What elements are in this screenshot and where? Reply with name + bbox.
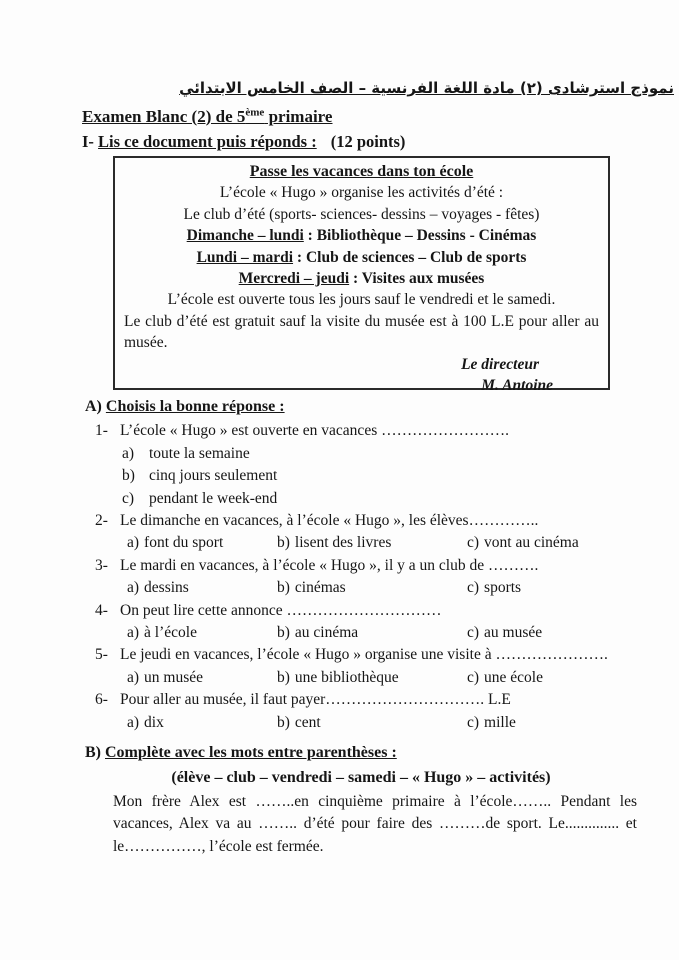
section-b [85, 742, 637, 858]
option-text: au cinéma [294, 624, 359, 642]
schedule-days: Lundi – mardi [196, 248, 294, 266]
question-options [127, 712, 645, 734]
section-a-heading-text: Choisis la bonne réponse : [105, 398, 285, 415]
question-number: 6- [95, 691, 108, 709]
option-text: pendant le week-end [149, 489, 278, 507]
option-text: cinq jours seulement [149, 467, 278, 485]
question-row [85, 644, 645, 689]
notice-box [113, 156, 610, 395]
option-text: toute la semaine [149, 444, 250, 462]
option-label: c) [467, 624, 480, 642]
part1-prefix: I- [82, 132, 99, 151]
question-list [85, 420, 645, 734]
exam-title-text: Examen Blanc (2) de 5 [82, 106, 246, 126]
part1-instruction: Lis ce document puis réponds : [98, 132, 317, 151]
option-label: c) [122, 489, 135, 507]
option-label: c) [467, 668, 480, 686]
option-label: a) [122, 444, 135, 462]
answer-option [277, 532, 467, 554]
question-number: 1- [95, 422, 108, 440]
option-label: a) [127, 624, 140, 642]
answer-option [467, 712, 645, 734]
question-options [127, 577, 645, 599]
question-options [122, 443, 645, 510]
option-text: cent [294, 713, 321, 731]
option-label: a) [127, 534, 140, 552]
section-b-heading [85, 742, 637, 764]
option-text: lisent des livres [294, 534, 392, 552]
option-text: mille [484, 713, 516, 731]
question-number: 5- [95, 646, 108, 664]
option-label: c) [467, 713, 480, 731]
notice-open-line: L’école est ouverte tous les jours sauf le vendredi et le samedi. [167, 291, 556, 309]
schedule-days: Mercredi – jeudi [238, 270, 350, 288]
option-label: b) [277, 668, 290, 686]
notice-intro-line-2: Le club d’été (sports- sciences- dessins – voyages - fêtes) [183, 205, 540, 223]
question-options [127, 532, 645, 554]
signature-name: M. Antoine [481, 377, 553, 395]
answer-option [277, 622, 467, 644]
answer-option [467, 577, 645, 599]
answer-option [467, 667, 645, 689]
question-text: Pour aller au musée, il faut payer…………………………. L.E [120, 691, 511, 709]
section-a-prefix: A) [85, 398, 106, 415]
part1-heading [82, 132, 405, 152]
answer-option [127, 532, 277, 554]
option-label: c) [467, 534, 480, 552]
schedule-line [124, 225, 599, 246]
exam-title-superscript: ème [245, 106, 265, 118]
question-options [127, 667, 645, 689]
notice-schedule [124, 225, 599, 289]
option-label: b) [277, 534, 290, 552]
question-text: L’école « Hugo » est ouverte en vacances ……………………. [120, 422, 509, 440]
schedule-line [124, 268, 599, 289]
question-text: Le jeudi en vacances, l’école « Hugo » organise une visite à …………………. [120, 646, 608, 664]
question-number: 4- [95, 601, 108, 619]
question-row [85, 420, 645, 510]
arabic-header-title: نموذج استرشادى (٢) مادة اللغة الفرنسية – الصف الخامس الابتدائي [179, 79, 674, 97]
exam-title [82, 106, 332, 127]
answer-option [127, 712, 277, 734]
question-number: 3- [95, 556, 108, 574]
schedule-activities: : Bibliothèque – Dessins - Cinémas [303, 227, 537, 245]
section-b-heading-text: Complète avec les mots entre parenthèses : [105, 744, 397, 761]
option-text: à l’école [144, 624, 197, 642]
section-a [85, 396, 645, 734]
question-text: On peut lire cette annonce ………………………… [120, 601, 442, 619]
option-text: dessins [144, 579, 189, 597]
answer-option [277, 577, 467, 599]
answer-option [467, 532, 645, 554]
option-label: a) [127, 713, 140, 731]
schedule-days: Dimanche – lundi [186, 227, 304, 245]
answer-option [127, 622, 277, 644]
signature-role: Le directeur [461, 355, 539, 373]
option-label: b) [277, 713, 290, 731]
schedule-line [124, 247, 599, 268]
answer-option [127, 667, 277, 689]
option-text: une école [484, 668, 543, 686]
option-text: un musée [144, 668, 204, 686]
section-a-heading [85, 396, 645, 418]
question-text: Le mardi en vacances, à l’école « Hugo », il y a un club de ………. [120, 556, 539, 574]
option-label: b) [277, 579, 290, 597]
answer-option [127, 577, 277, 599]
notice-intro-line-1: L’école « Hugo » organise les activités d’été : [219, 184, 504, 202]
gap-fill-paragraph: Mon frère Alex est ……..en cinquième primaire à l’école…….. Pendant les vacances, Alex va au …….. d’été pour faire des ………de sport. Le.............. et le……………, l’école est fermée. [113, 792, 637, 855]
question-row [85, 555, 645, 600]
option-text: dix [144, 713, 164, 731]
notice-signature [124, 354, 599, 397]
part1-points: (12 points) [330, 132, 406, 151]
question-options [127, 622, 645, 644]
exam-title-suffix: primaire [264, 106, 333, 126]
answer-option [122, 443, 645, 465]
notice-fee-line: Le club d’été est gratuit sauf la visite du musée est à 100 L.E pour aller au musée. [124, 312, 599, 352]
schedule-activities: : Club de sciences – Club de sports [293, 248, 527, 266]
option-label: a) [127, 668, 140, 686]
option-label: c) [467, 579, 480, 597]
question-number: 2- [95, 512, 108, 530]
answer-option [467, 622, 645, 644]
option-text: font du sport [144, 534, 224, 552]
option-text: une bibliothèque [294, 668, 399, 686]
word-bank: (élève – club – vendredi – samedi – « Hugo » – activités) [171, 769, 551, 787]
option-label: a) [127, 579, 140, 597]
answer-option [277, 712, 467, 734]
option-label: b) [122, 467, 135, 485]
answer-option [277, 667, 467, 689]
question-row [85, 510, 645, 555]
question-row [85, 600, 645, 645]
option-label: b) [277, 624, 290, 642]
schedule-activities: : Visites aux musées [349, 270, 485, 288]
notice-title: Passe les vacances dans ton école [249, 163, 474, 180]
option-text: cinémas [294, 579, 346, 597]
option-text: vont au cinéma [484, 534, 579, 552]
section-b-prefix: B) [85, 744, 105, 761]
option-text: sports [484, 579, 522, 597]
option-text: au musée [484, 624, 543, 642]
question-text: Le dimanche en vacances, à l’école « Hugo », les élèves………….. [120, 512, 539, 530]
answer-option [122, 465, 645, 487]
answer-option [122, 488, 645, 510]
question-row [85, 689, 645, 734]
